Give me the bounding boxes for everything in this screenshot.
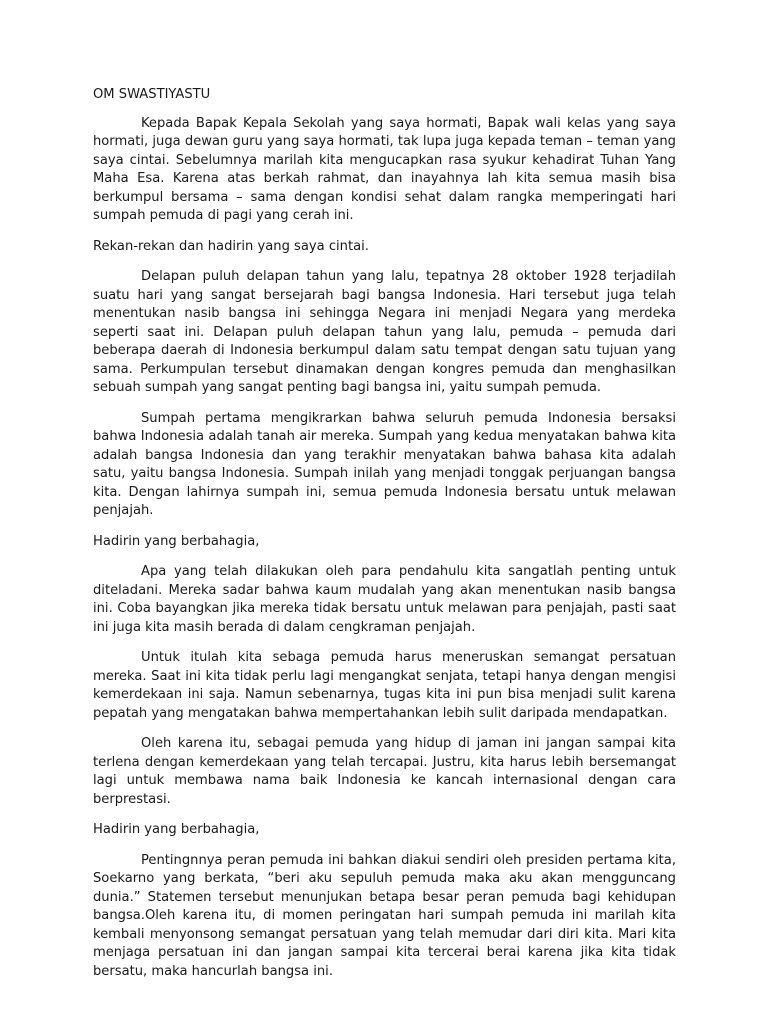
address-rekan: Rekan-rekan dan hadirin yang saya cintai. — [93, 238, 369, 254]
paragraph-history: Delapan puluh delapan tahun yang lalu, tepatnya 28 oktober 1928 terjadilah suatu hari yang sangat bersejarah bagi bangsa Indonesia. Hari tersebut juga telah menentukan nasib bangsa ini sehingga Negara ini menjadi Negara yang merdeka seperti saat ini. Delapan puluh delapan tahun yang lalu, pemuda – pemuda dari beberapa daerah di Indonesia berkumpul dalam satu tempat dengan satu tujuan yang sama. Perkumpulan tersebut dinamakan dengan kongres pemuda dan menghasilkan sebuah sumpah yang sangat penting bagi bangsa ini, yaitu sumpah pemuda. — [93, 269, 676, 395]
paragraph-predecessors: Apa yang telah dilakukan oleh para pendahulu kita sangatlah penting untuk diteladani. Mereka sadar bahwa kaum mudalah yang akan menentukan nasib bangsa ini. Coba bayangkan jika mereka tidak bersatu untuk melawan para penjajah, pasti saat ini juga kita masih berada di dalam cengkraman penjajah. — [93, 564, 676, 635]
paragraph-unity: Untuk itulah kita sebaga pemuda harus meneruskan semangat persatuan mereka. Saat ini kita tidak perlu lagi mengangkat senjata, tetapi hanya dengan mengisi kemerdekaan ini saja. Namun sebenarnya, tugas kita ini pun bisa menjadi sulit karena pepatah yang mengatakan bahwa mempertahankan lebih sulit daripada mendapatkan. — [93, 650, 676, 721]
paragraph-salutation: Kepada Bapak Kepala Sekolah yang saya hormati, Bapak wali kelas yang saya hormati, juga dewan guru yang saya hormati, tak lupa juga kepada teman – teman yang saya cintai. Sebelumnya marilah kita mengucapkan rasa syukur kehadirat Tuhan Yang Maha Esa. Karena atas berkah rahmat, dan inayahnya lah kita semua masih bisa berkumpul bersama – sama dengan kondisi sehat dalam rangka memperingati hari sumpah pemuda di pagi yang cerah ini. — [93, 115, 676, 223]
opening-greeting: OM SWASTIYASTU — [93, 87, 211, 102]
paragraph-achievement: Oleh karena itu, sebagai pemuda yang hidup di jaman ini jangan sampai kita terlena dengan kemerdekaan yang telah tercapai. Justru, kita harus lebih bersemangat lagi untuk membawa nama baik Indonesia ke kancah internasional dengan cara berprestasi. — [93, 736, 676, 807]
paragraph-oaths: Sumpah pertama mengikrarkan bahwa seluruh pemuda Indonesia bersaksi bahwa Indonesia adalah tanah air mereka. Sumpah yang kedua menyatakan bahwa kita adalah bangsa Indonesia dan yang terakhir menyatakan bahwa bahasa kita adalah satu, yaitu bangsa Indonesia. Sumpah inilah yang menjadi tonggak perjuangan bangsa kita. Dengan lahirnya sumpah ini, semua pemuda Indonesia bersatu untuk melawan penjajah. — [93, 410, 676, 518]
address-hadirin-2: Hadirin yang berbahagia, — [93, 822, 260, 837]
address-hadirin-1: Hadirin yang berbahagia, — [93, 533, 260, 549]
paragraph-soekarno: Pentingnnya peran pemuda ini bahkan diakui sendiri oleh presiden pertama kita, Soekarno yang berkata, “beri aku sepuluh pemuda maka aku akan mengguncang dunia.” Statemen tersebut menunjukan betapa besar peran pemuda bagi kehidupan bangsa.Oleh karena itu, di momen peringatan hari sumpah pemuda ini marilah kita kembali menyonsong semangat persatuan yang telah memudar dari diri kita. Mari kita menjaga persatuan ini dan jangan sampai kita tercerai berai karena jika kita tidak bersatu, maka hancurlah bangsa ini. — [93, 852, 676, 979]
document-page — [93, 86, 676, 993]
